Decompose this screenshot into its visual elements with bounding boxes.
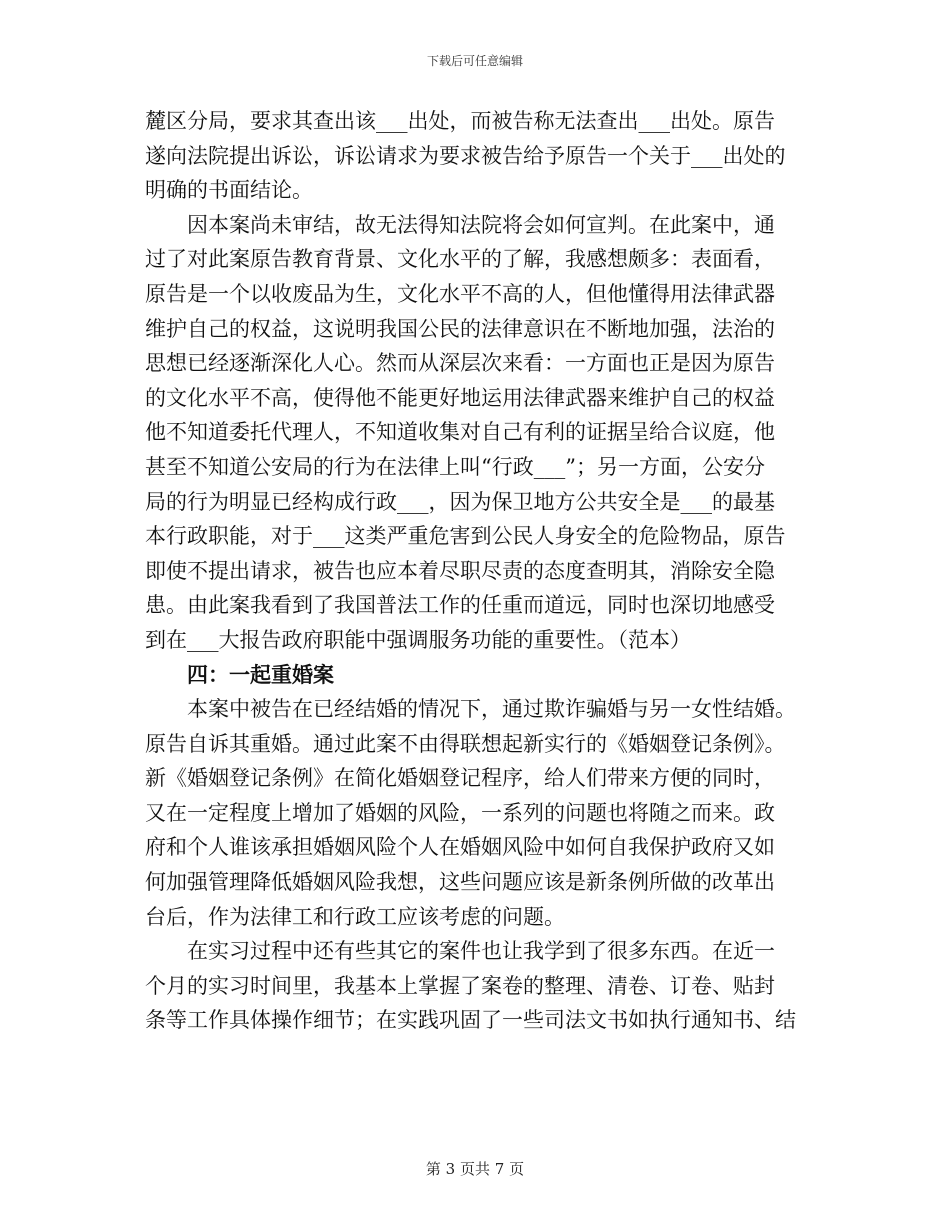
text-line: 的文化水平不高，使得他不能更好地运用法律武器来维护自己的权益 xyxy=(145,385,775,410)
text-line: 即使不提出请求，被告也应本着尽职尽责的态度查明其，消除安全隐 xyxy=(145,558,775,583)
section-heading: 四：一起重婚案 xyxy=(187,662,334,687)
text-line: 何加强管理降低婚姻风险我想，这些问题应该是新条例所做的改革出 xyxy=(145,870,775,895)
text-line: 又在一定程度上增加了婚姻的风险，一系列的问题也将随之而来。政 xyxy=(145,800,775,825)
paragraph-start-line: 因本案尚未审结，故无法得知法院将会如何宣判。在此案中，通 xyxy=(187,212,775,237)
paragraph-start-line: 在实习过程中还有些其它的案件也让我学到了很多东西。在近一 xyxy=(187,939,775,964)
text-line: 个月的实习时间里，我基本上掌握了案卷的整理、清卷、订卷、贴封 xyxy=(145,973,775,998)
text-line: 新《婚姻登记条例》在简化婚姻登记程序，给人们带来方便的同时， xyxy=(145,766,775,791)
text-line: 他不知道委托代理人，不知道收集对自己有利的证据呈给合议庭，他 xyxy=(145,420,775,445)
text-line: 遂向法院提出诉讼，诉讼请求为要求被告给予原告一个关于___出处的 xyxy=(145,143,786,168)
text-line: 台后，作为法律工和行政工应该考虑的问题。 xyxy=(145,904,565,929)
page-footer: 第 3 页共 7 页 xyxy=(425,1160,525,1178)
text-line: 原告是一个以收废品为生，文化水平不高的人，但他懂得用法律武器 xyxy=(145,281,775,306)
text-line: 麓区分局，要求其查出该___出处，而被告称无法查出___出处。原告 xyxy=(145,109,775,133)
page-header: 下载后可任意编辑 xyxy=(426,54,523,68)
text-line: 患。由此案我看到了我国普法工作的任重而道远，同时也深切地感受 xyxy=(145,593,775,618)
text-line: 局的行为明显已经构成行政___，因为保卫地方公共安全是___的最基 xyxy=(145,489,775,514)
text-line: 甚至不知道公安局的行为在法律上叫“行政___”；另一方面，公安分 xyxy=(145,454,765,479)
text-line: 维护自己的权益，这说明我国公民的法律意识在不断地加强，法治的 xyxy=(145,316,775,341)
text-line: 条等工作具体操作细节；在实践巩固了一些司法文书如执行通知书、结 xyxy=(145,1008,796,1033)
text-line: 到在___大报告政府职能中强调服务功能的重要性。（范本） xyxy=(145,627,691,652)
text-line: 过了对此案原告教育背景、文化水平的了解，我感想颇多：表面看， xyxy=(145,247,775,272)
text-line: 思想已经逐渐深化人心。然而从深层次来看：一方面也正是因为原告 xyxy=(145,351,775,376)
document-body xyxy=(145,104,825,1038)
text-line: 原告自诉其重婚。通过此案不由得联想起新实行的《婚姻登记条例》。 xyxy=(145,731,786,756)
text-line: 府和个人谁该承担婚姻风险个人在婚姻风险中如何自我保护政府又如 xyxy=(145,835,775,860)
text-line: 明确的书面结论。 xyxy=(145,178,313,203)
text-line: 本行政职能，对于___这类严重危害到公民人身安全的危险物品，原告 xyxy=(145,524,786,549)
paragraph-start-line: 本案中被告在已经结婚的情况下，通过欺诈骗婚与另一女性结婚。 xyxy=(187,697,796,722)
